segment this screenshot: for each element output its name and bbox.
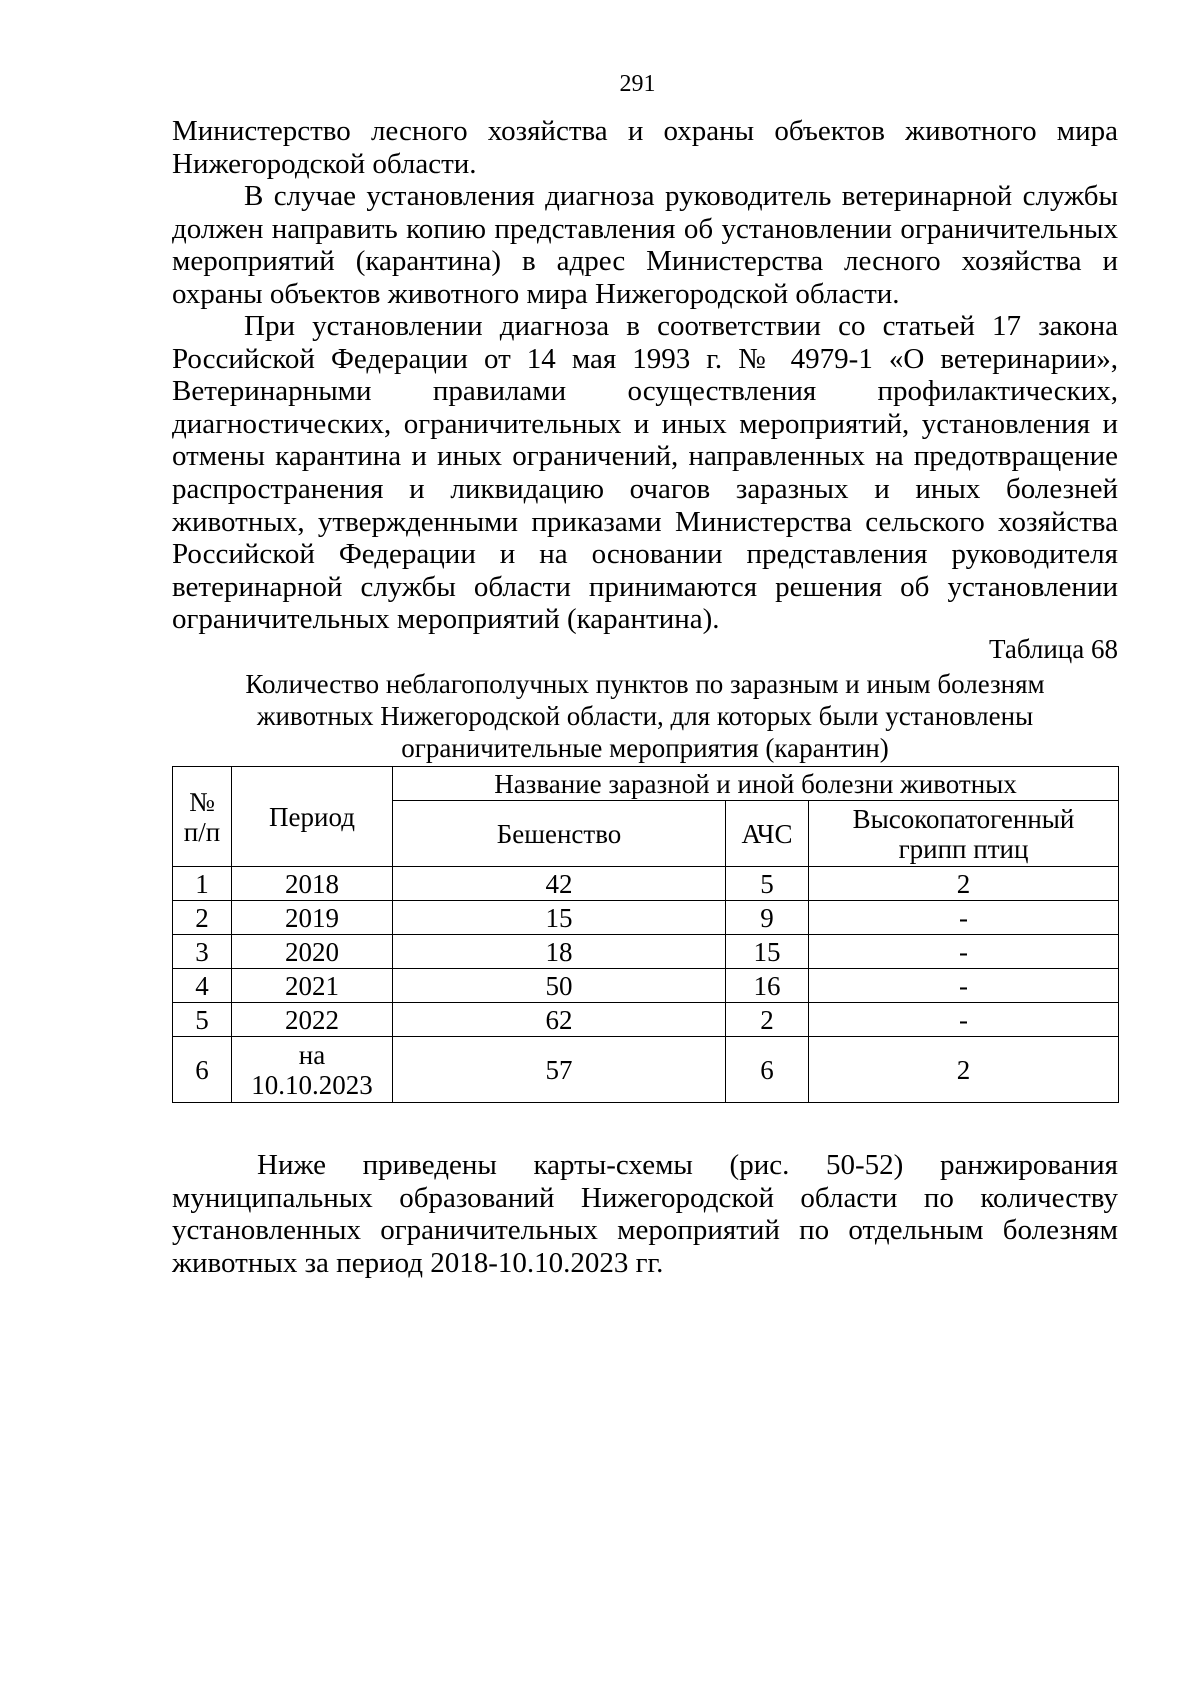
table-row	[173, 935, 1119, 969]
cell-avian: 2	[809, 1037, 1119, 1103]
cell-avian: -	[809, 969, 1119, 1003]
cell-rabies: 57	[393, 1037, 726, 1103]
header-period: Период	[232, 767, 393, 867]
cell-num: 4	[173, 969, 232, 1003]
cell-rabies: 62	[393, 1003, 726, 1037]
cell-period: 2022	[232, 1003, 393, 1037]
cell-avian: -	[809, 901, 1119, 935]
header-num-line-2: п/п	[183, 816, 221, 847]
header-avian-flu	[809, 801, 1119, 867]
cell-asf: 16	[726, 969, 809, 1003]
cell-num: 6	[173, 1037, 232, 1103]
header-rabies: Бешенство	[393, 801, 726, 867]
table-header-row	[173, 767, 1119, 801]
table-row	[173, 901, 1119, 935]
table-row	[173, 1037, 1119, 1103]
cell-period-line-1: на	[298, 1039, 326, 1070]
cell-period: 2020	[232, 935, 393, 969]
paragraph-2: В случае установления диагноза руководитель ветеринарной службы должен направить копию представления об установлении ограничительных мероприятий (карантина) в адрес Министерства лесного хозяйства и охраны объектов животного мира Нижегородской области.	[172, 180, 1118, 310]
cell-period: 2018	[232, 867, 393, 901]
table-label: Таблица 68	[989, 634, 1118, 664]
cell-avian: -	[809, 1003, 1119, 1037]
cell-period: 2021	[232, 969, 393, 1003]
cell-avian: 2	[809, 867, 1119, 901]
header-asf: АЧС	[726, 801, 809, 867]
cell-asf: 9	[726, 901, 809, 935]
cell-rabies: 15	[393, 901, 726, 935]
table-row	[173, 969, 1119, 1003]
paragraph-3: При установлении диагноза в соответствии со статьей 17 закона Российской Федерации от 14 мая 1993 г. № 4979-1 «О ветеринарии», Ветеринарными правилами осуществления профилактических, диагностических, ограничительных и иных мероприятий, установления и отмены карантина и иных ограничений, направленных на предотвращение распространения и ликвидацию очагов заразных и иных болезней животных, утвержденными приказами Министерства сельского хозяйства Российской Федерации и на основании представления руководителя ветеринарной службы области принимаются решения об установлении ограничительных мероприятий (карантина).	[172, 310, 1118, 636]
cell-rabies: 50	[393, 969, 726, 1003]
cell-asf: 6	[726, 1037, 809, 1103]
cell-period-line-2: 10.10.2023	[251, 1069, 373, 1100]
header-avian-line-2: грипп птиц	[898, 833, 1029, 864]
header-disease-group: Название заразной и иной болезни животных	[393, 767, 1119, 801]
cell-num: 3	[173, 935, 232, 969]
table-caption-line-2: животных Нижегородской области, для которых были установлены	[256, 701, 1034, 731]
cell-asf: 5	[726, 867, 809, 901]
cell-asf: 2	[726, 1003, 809, 1037]
cell-asf: 15	[726, 935, 809, 969]
header-avian-line-1: Высокопатогенный	[852, 803, 1075, 834]
table-row	[173, 867, 1119, 901]
cell-num: 2	[173, 901, 232, 935]
cell-num: 1	[173, 867, 232, 901]
table-caption	[172, 668, 1118, 764]
paragraph-4: Ниже приведены карты-схемы (рис. 50-52) ранжирования муниципальных образований Нижегородской области по количеству установленных ограничительных мероприятий по отдельным болезням животных за период 2018-10.10.2023 гг.	[172, 1149, 1118, 1279]
cell-num: 5	[173, 1003, 232, 1037]
paragraph-1: Министерство лесного хозяйства и охраны объектов животного мира Нижегородской области.	[172, 115, 1118, 180]
cell-rabies: 42	[393, 867, 726, 901]
table-caption-line-3: ограничительные мероприятия (карантин)	[401, 733, 889, 763]
page-number: 291	[619, 71, 656, 97]
cell-avian: -	[809, 935, 1119, 969]
cell-rabies: 18	[393, 935, 726, 969]
cell-period	[232, 1037, 393, 1103]
table-row	[173, 1003, 1119, 1037]
header-num-line-1: №	[189, 786, 215, 817]
quarantine-table	[172, 766, 1119, 1103]
cell-period: 2019	[232, 901, 393, 935]
header-num	[173, 767, 232, 867]
table-caption-line-1: Количество неблагополучных пунктов по заразным и иным болезням	[245, 669, 1045, 699]
